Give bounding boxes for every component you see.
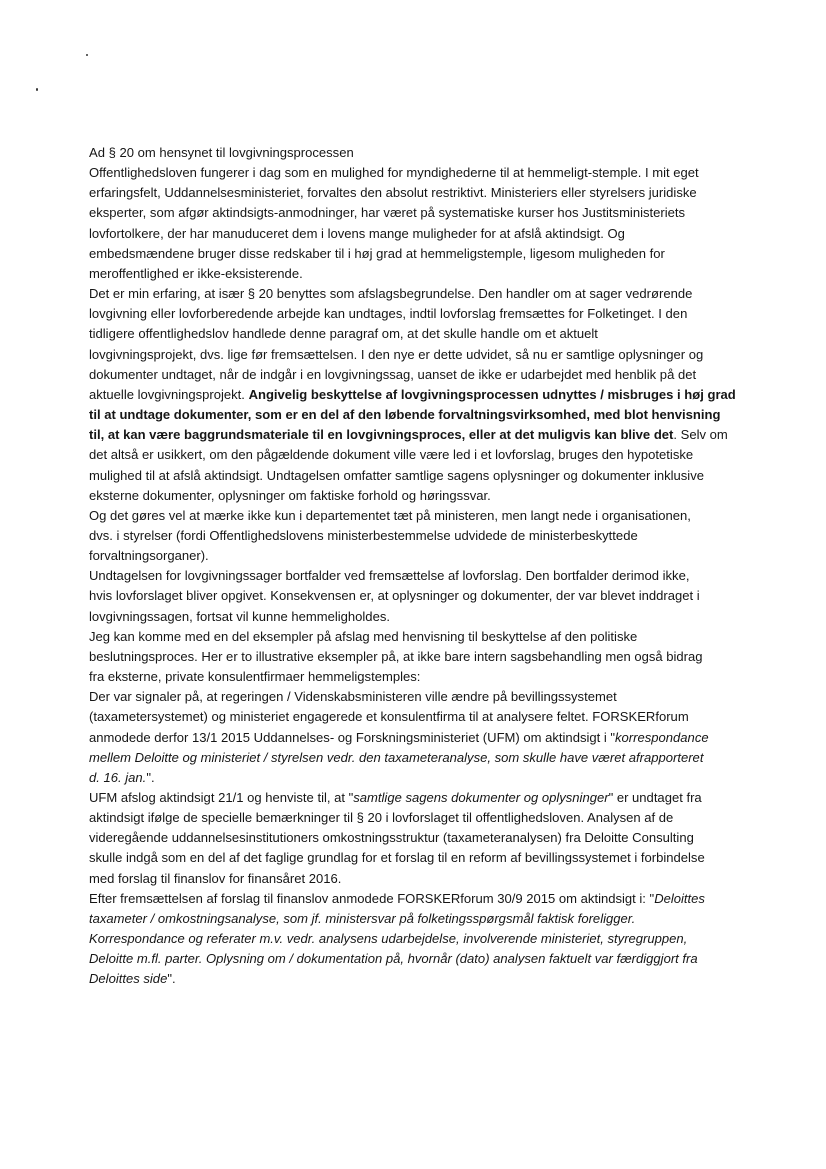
quoted-italic-line: taxameter / omkostningsanalyse, som jf. ministersvar på folketingsspørgsmål faktisk foreligger. (89, 910, 636, 926)
text-run: " er undtaget fra (608, 790, 702, 805)
text-line (89, 728, 739, 748)
text-line: meroffentlighed er ikke-eksisterende. (89, 265, 303, 281)
text-run: ". (167, 971, 176, 987)
text-line: med forslag til finanslov for finansåret 2016. (89, 870, 342, 886)
text-line: lovgivningssagen, fortsat vil kunne hemmeligholdes. (89, 608, 390, 624)
text-line: videregående uddannelsesinstitutioners omkostningsstruktur (taxameteranalysen) fra Deloitte Consulting (89, 830, 694, 846)
quoted-italic-text: Deloittes (654, 890, 705, 906)
quoted-italic-text: samtlige sagens dokumenter og oplysninger (353, 790, 609, 805)
section-heading: Ad § 20 om hensynet til lovgivningsprocessen (89, 145, 354, 160)
quoted-italic-line: Korrespondance og referater m.v. vedr. analysens udarbejdelse, involverende ministeriet, styregruppen, (89, 931, 688, 947)
text-run: anmodede derfor 13/1 2015 Uddannelses- og Forskningsministeriet (UFM) om aktindsigt i " (89, 729, 616, 745)
text-line: erfaringsfelt, Uddannelsesministeriet, forvaltes den absolut restriktivt. Ministeriers eller styrelsers juridiske (89, 185, 697, 201)
text-line: skulle indgå som en del af det faglige grundlag for et forslag til en reform af bevillingssystemet i forbindelse (89, 850, 705, 866)
text-line: hvis lovforslaget bliver opgivet. Konsekvensen er, at oplysninger og dokumenter, der var blevet inddraget i (89, 588, 700, 604)
text-line: aktindsigt ifølge de specielle bemærkninger til § 20 i lovforslaget til offentlighedsloven. Analysen af de (89, 810, 674, 826)
text-line: mulighed til at afslå aktindsigt. Undtagelsen omfatter samtlige sagens oplysninger og dokumenter inklusive (89, 467, 704, 483)
text-line: tidligere offentlighedslov handlede denne paragraf om, at det skulle handle om et aktuelt (89, 326, 598, 342)
text-run: . Selv om (673, 427, 728, 443)
text-run: aktuelle lovgivningsprojekt. (89, 386, 249, 402)
text-line: Offentlighedsloven fungerer i dag som en mulighed for myndighederne til at hemmeligt-stemple. I mit eget (89, 165, 699, 181)
quoted-italic-line: Deloitte m.fl. parter. Oplysning om / dokumentation på, hvornår (dato) analysen faktuelt var færdiggjort fra (89, 951, 698, 967)
text-line: eksterne dokumenter, oplysninger om faktiske forhold og høringssvar. (89, 487, 491, 503)
text-line: dokumenter undtaget, når de indgår i en lovgivningssag, uanset de ikke er udarbejdet med henblik på det (89, 366, 697, 382)
quoted-italic-text: korrespondance (615, 729, 709, 745)
text-run: ". (146, 769, 155, 785)
text-line: Jeg kan komme med en del eksempler på afslag med henvisning til beskyttelse af den politiske (89, 628, 638, 644)
text-run: UFM afslog aktindsigt 21/1 og henviste til, at " (89, 790, 354, 805)
text-line (89, 788, 739, 808)
text-line (89, 385, 739, 405)
quoted-italic-text: Deloittes side (89, 971, 168, 987)
text-line: forvaltningsorganer). (89, 548, 209, 564)
text-line: Undtagelsen for lovgivningssager bortfalder ved fremsættelse af lovforslag. Den bortfalder derimod ikke, (89, 568, 690, 584)
text-line: lovfortolkere, der har manuduceret dem i lovens mange muligheder for at afslå aktindsigt. Og (89, 225, 625, 241)
text-line: lovgivningsprojekt, dvs. lige før fremsættelsen. I den nye er dette udvidet, så nu er samtlige oplysninger og (89, 346, 704, 362)
bold-text: Angivelig beskyttelse af lovgivningsprocessen udnyttes / misbruges i høj grad (248, 386, 736, 402)
text-line: lovgivning eller lovforberedende arbejde kan undtages, indtil lovforslag fremsættes for Folketinget. I den (89, 306, 688, 322)
text-line: Det er min erfaring, at især § 20 benyttes som afslagsbegrundelse. Den handler om at sager vedrørende (89, 286, 693, 302)
text-line: (taxametersystemet) og ministeriet engagerede et konsulentfirma til at analysere feltet. FORSKERforum (89, 709, 689, 725)
text-line (89, 425, 739, 445)
text-line: beslutningsproces. Her er to illustrative eksempler på, at ikke bare intern sagsbehandling men også bidrag (89, 648, 703, 664)
bold-text: til, at kan være baggrundsmateriale til en lovgivningsproces, eller at det muligvis kan blive det (89, 427, 674, 443)
quoted-italic-text: d. 16. jan. (89, 769, 147, 785)
text-line: eksperter, som afgør aktindsigts-anmodninger, har været på systematiske kurser hos Justitsministeriets (89, 205, 686, 221)
text-line (89, 969, 739, 989)
text-line: fra eksterne, private konsulentfirmaer hemmeligstemples: (89, 669, 421, 685)
text-line: Der var signaler på, at regeringen / Videnskabsministeren ville ændre på bevillingssystemet (89, 689, 617, 705)
text-line: det altså er usikkert, om den pågældende dokument ville være led i et lovforslag, bruges den hypotetiske (89, 447, 694, 463)
quoted-italic-line: mellem Deloitte og ministeriet / styrelsen vedr. den taxameteranalyse, som skulle have været afrapporteret (89, 749, 704, 765)
text-line: Og det gøres vel at mærke ikke kun i departementet tæt på ministeren, men langt nede i organisationen, (89, 507, 691, 523)
text-line: embedsmændene bruger disse redskaber til i høj grad at hemmeligstemple, ligesom muligheden for (89, 245, 665, 261)
document-body (89, 143, 739, 990)
scan-speck (36, 88, 38, 91)
text-line: dvs. i styrelser (fordi Offentlighedslovens ministerbestemmelse udvidede de ministerbeskyttede (89, 527, 638, 543)
bold-text-line: til at undtage dokumenter, som er en del af den løbende forvaltningsvirksomhed, med blot henvisning (89, 407, 721, 423)
text-run: Efter fremsættelsen af forslag til finanslov anmodede FORSKERforum 30/9 2015 om aktindsigt i: " (89, 890, 655, 906)
text-line (89, 768, 739, 788)
scan-speck (86, 54, 88, 56)
text-line (89, 889, 739, 909)
